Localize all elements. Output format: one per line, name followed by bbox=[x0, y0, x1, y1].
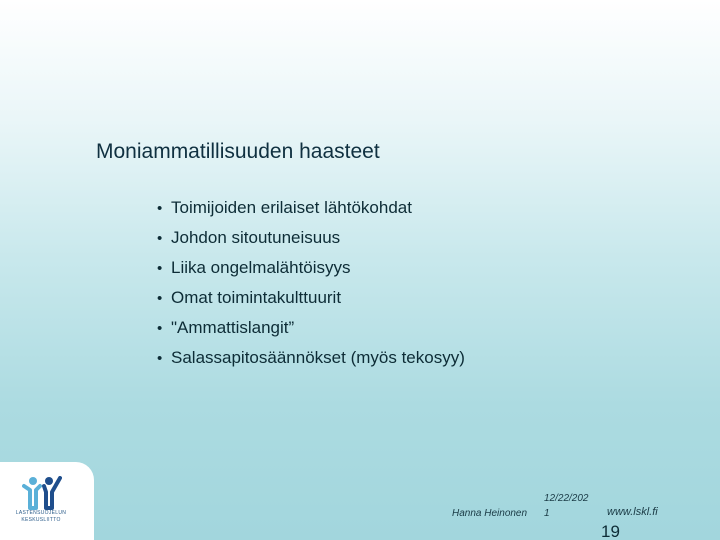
footer-date-continuation: 1 bbox=[544, 508, 550, 519]
logo-line-2: KESKUSLIITTO bbox=[21, 517, 61, 523]
bullet-dot: • bbox=[157, 290, 163, 307]
page-number: 19 bbox=[601, 522, 620, 540]
bullet-dot: • bbox=[157, 260, 163, 277]
logo-line-1: LASTENSUOJELUN bbox=[15, 510, 67, 516]
bullet-list bbox=[157, 193, 465, 373]
bullet-text: Omat toimintakulttuurit bbox=[171, 288, 342, 307]
organization-logo bbox=[0, 462, 94, 540]
bullet-dot: • bbox=[157, 320, 163, 337]
footer-author: Hanna Heinonen bbox=[452, 508, 528, 519]
bullet-text: Toimijoiden erilaiset lähtökohdat bbox=[171, 198, 412, 217]
bullet-text: Johdon sitoutuneisuus bbox=[171, 228, 341, 247]
bullet-text: Liika ongelmalähtöisyys bbox=[171, 258, 351, 277]
slide-title: Moniammatillisuuden haasteet bbox=[96, 140, 380, 163]
bullet-dot: • bbox=[157, 350, 163, 367]
bullet-item bbox=[157, 223, 465, 253]
logo-text bbox=[8, 510, 74, 524]
bullet-text: "Ammattislangit” bbox=[171, 318, 295, 337]
bullet-item bbox=[157, 283, 465, 313]
bullet-item bbox=[157, 343, 465, 373]
bullet-item bbox=[157, 193, 465, 223]
footer-date: 12/22/202 bbox=[544, 493, 589, 504]
bullet-text: Salassapitosäännökset (myös tekosyy) bbox=[171, 348, 465, 367]
footer-url: www.lskl.fi bbox=[607, 506, 658, 518]
bullet-item bbox=[157, 253, 465, 283]
bullet-dot: • bbox=[157, 200, 163, 217]
bullet-dot: • bbox=[157, 230, 163, 247]
two-children-figures-icon bbox=[22, 476, 62, 510]
bullet-item bbox=[157, 313, 465, 343]
